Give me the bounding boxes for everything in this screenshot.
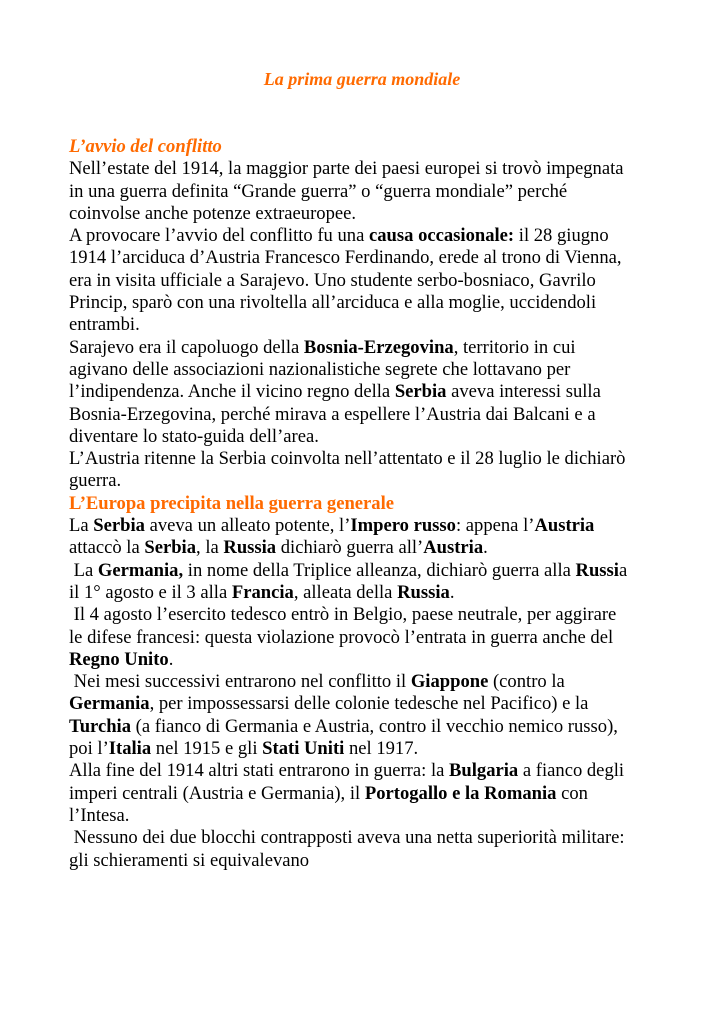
paragraph-line: [69, 805, 669, 827]
bold-term: Bosnia-Erzegovina: [303, 336, 454, 358]
text-run: nel 1915 e gli: [151, 738, 263, 760]
paragraph-line: [69, 716, 669, 738]
text-run: aveva un alleato potente, l’: [144, 515, 351, 537]
bold-term: Francia: [231, 581, 294, 603]
text-run: Princip, sparò con una rivoltella all’arciduca e alla moglie, uccidendoli: [69, 292, 597, 314]
text-run: il 1° agosto e il 3 alla: [69, 581, 232, 603]
bold-term: Russia: [397, 581, 450, 603]
bold-term: Russia: [223, 537, 277, 559]
paragraph-line: [69, 649, 669, 671]
paragraph-line: [69, 850, 669, 872]
paragraph-line: [69, 560, 669, 582]
bold-term: causa occasionale:: [369, 225, 515, 247]
text-run: diventare lo stato-guida dell’area.: [69, 425, 319, 447]
text-run: .: [483, 537, 488, 559]
page-title: La prima guerra mondiale: [263, 69, 461, 89]
text-run: poi l’: [69, 738, 109, 760]
bold-term: Serbia: [144, 537, 197, 559]
bold-term: Stati Uniti: [262, 738, 345, 760]
paragraph-line: [69, 582, 669, 604]
text-run: dichiarò guerra all’: [276, 537, 424, 559]
bold-term: Germania,: [97, 559, 184, 581]
text-run: : appena l’: [455, 515, 535, 537]
paragraph-line: [69, 426, 669, 448]
text-run: (contro la: [488, 671, 565, 693]
text-run: le difese francesi: questa violazione provocò l’entrata in guerra anche del: [69, 626, 614, 648]
paragraph-line: [69, 627, 669, 649]
text-run: 1914 l’arciduca d’Austria Francesco Ferdinando, erede al trono di Vienna,: [69, 247, 622, 269]
bold-term: Serbia: [394, 381, 447, 403]
text-run: .: [168, 648, 174, 670]
text-run: L’Austria ritenne la Serbia coinvolta nell’attentato e il 28 luglio le dichiarò: [69, 448, 626, 470]
paragraph-line: [69, 314, 669, 336]
text-run: La: [69, 515, 94, 537]
bold-term: Austria: [423, 537, 484, 559]
text-run: Nell’estate del 1914, la maggior parte dei paesi europei si trovò impegnata: [69, 158, 624, 180]
heading-text: L’avvio del conflitto: [69, 136, 222, 157]
bold-term: Impero russo: [350, 515, 456, 537]
bold-term: Bulgaria: [449, 760, 519, 782]
text-run: a fianco degli: [518, 760, 625, 782]
bold-term: Portogallo e la Romania: [364, 782, 557, 804]
paragraph-line: [69, 404, 669, 426]
text-run: attaccò la: [69, 537, 145, 559]
bold-term: Turchia: [69, 715, 132, 737]
paragraph-line: [69, 827, 669, 849]
text-run: agivano delle associazioni nazionalistiche segrete che lottavano per: [69, 358, 571, 380]
text-run: , alleata della: [293, 581, 398, 603]
text-run: aveva interessi sulla: [446, 381, 601, 403]
paragraph-line: [69, 359, 669, 381]
bold-term: Austria: [534, 515, 595, 537]
text-run: Il 4 agosto l’esercito tedesco entrò in Belgio, paese neutrale, per aggirare: [69, 604, 617, 626]
text-run: , per impossessarsi delle colonie tedesche nel Pacifico) e la: [149, 693, 589, 715]
text-run: con: [556, 782, 588, 804]
paragraph-line: [69, 470, 669, 492]
bold-term: Regno Unito: [69, 648, 169, 670]
text-run: l’indipendenza. Anche il vicino regno della: [69, 381, 395, 403]
text-run: , la: [196, 537, 224, 559]
paragraph-line: [69, 158, 669, 180]
paragraph-line: [69, 203, 669, 225]
text-run: l’Intesa.: [69, 804, 130, 826]
text-run: guerra.: [69, 470, 122, 492]
text-run: Alla fine del 1914 altri stati entrarono in guerra: la: [69, 760, 450, 782]
paragraph-line: [69, 738, 669, 760]
text-run: .: [449, 581, 455, 603]
paragraph-line: [69, 270, 669, 292]
bold-term: Italia: [108, 738, 152, 760]
heading-avvio-conflitto: [69, 136, 669, 158]
text-run: Nessuno dei due blocchi contrapposti aveva una netta superiorità militare:: [69, 827, 625, 849]
paragraph-line: [69, 537, 669, 559]
text-run: Sarajevo era il capoluogo della: [69, 336, 304, 358]
heading-text: L’Europa precipita nella guerra generale: [69, 492, 395, 514]
text-run: gli schieramenti si equivalevano: [69, 849, 310, 871]
bold-term: Russi: [575, 559, 619, 581]
text-run: A provocare l’avvio del conflitto fu una: [69, 225, 369, 247]
paragraph-line: [69, 515, 669, 537]
paragraph-line: [69, 337, 669, 359]
document-body: [69, 136, 669, 872]
text-run: in nome della Triplice alleanza, dichiarò guerra alla: [183, 559, 576, 581]
paragraph-line: [69, 783, 669, 805]
paragraph-line: [69, 693, 669, 715]
text-run: entrambi.: [69, 314, 140, 336]
paragraph-line: [69, 448, 669, 470]
text-run: Bosnia-Erzegovina, perché mirava a espellere l’Austria dai Balcani e a: [69, 403, 596, 425]
text-run: Nei mesi successivi entrarono nel conflitto il: [69, 671, 411, 693]
bold-term: Germania: [69, 693, 150, 715]
text-run: coinvolse anche potenze extraeuropee.: [69, 202, 357, 224]
paragraph-line: [69, 225, 669, 247]
paragraph-line: [69, 604, 669, 626]
paragraph-line: [69, 292, 669, 314]
paragraph-line: [69, 381, 669, 403]
text-run: a: [618, 559, 628, 581]
text-run: il 28 giugno: [514, 225, 609, 247]
paragraph-line: [69, 181, 669, 203]
text-run: imperi centrali (Austria e Germania), il: [69, 782, 365, 804]
text-run: era in visita ufficiale a Sarajevo. Uno studente serbo-bosniaco, Gavrilo: [69, 269, 596, 291]
paragraph-line: [69, 760, 669, 782]
heading-europa-guerra: [69, 493, 669, 515]
text-run: nel 1917.: [344, 738, 419, 760]
paragraph-line: [69, 247, 669, 269]
text-run: in una guerra definita “Grande guerra” o “guerra mondiale” perché: [69, 180, 568, 202]
bold-term: Giappone: [410, 671, 489, 693]
paragraph-line: [69, 671, 669, 693]
bold-term: Serbia: [93, 515, 145, 537]
text-run: , territorio in cui: [453, 336, 576, 358]
text-run: (a fianco di Germania e Austria, contro il vecchio nemico russo),: [131, 715, 618, 737]
text-run: La: [69, 559, 98, 581]
